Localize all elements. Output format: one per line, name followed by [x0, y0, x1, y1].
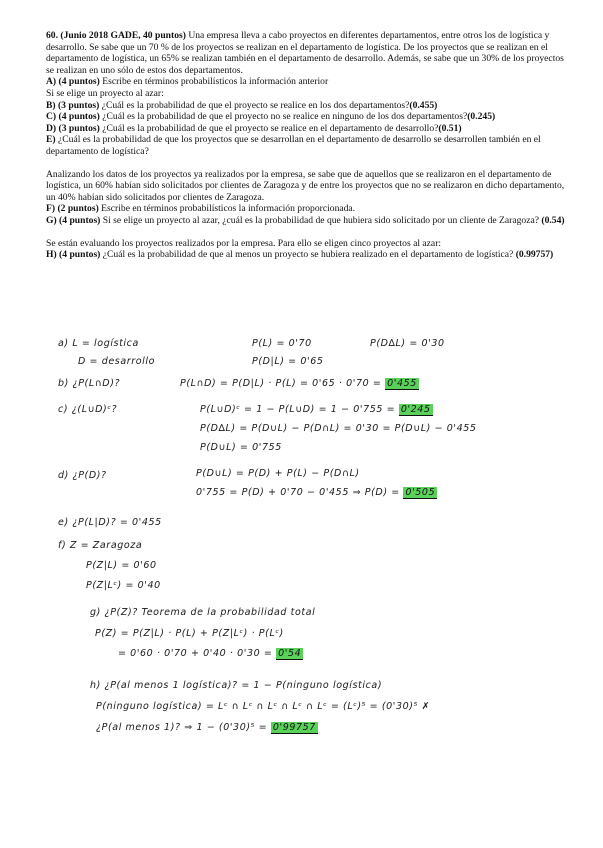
hw-c-work: P(L∪D)ᶜ = 1 − P(L∪D) = 1 − 0'755 = 0'245 [200, 404, 431, 415]
question-f: F) (2 puntos) Escribe en términos probabilísticos la información proporcionada. [46, 203, 356, 215]
hw-a-cond: P(D|L) = 0'65 [252, 356, 324, 367]
hw-b-question: b) ¿P(L∩D)? [58, 378, 121, 389]
problem-header: 60. (Junio 2018 GADE, 40 puntos) [46, 30, 186, 41]
hw-d-line1: P(D∪L) = P(D) + P(L) − P(D∩L) [196, 468, 360, 479]
hw-h-line2: P(ninguno logística) = Lᶜ ∩ Lᶜ ∩ Lᶜ ∩ Lᶜ ∩ Lᶜ = (Lᶜ)⁵ = (0'30)⁵ ✗ [96, 701, 431, 712]
hw-g-line2: P(Z) = P(Z|L) · P(L) + P(Z|Lᶜ) · P(Lᶜ) [95, 628, 284, 639]
intro-paragraph: 60. (Junio 2018 GADE, 40 puntos) Una empresa lleva a cabo proyectos en diferentes departamentos, entre otros los de logística y desarrollo. Se sabe que un 70 % de los proyectos se realizan en el departamento de logística. De los proyectos que se realizan en el departamento de logística, un 65% se realizan también en el departamento de desarrollo. Además, se sabe que un 30% de los proyectos se realizan en uno sólo de estos dos departamentos. [46, 30, 564, 76]
hw-g-answer: 0'54 [278, 648, 302, 659]
third-paragraph: Se están evaluando los proyectos realizados por la empresa. Para ello se eligen cinco proyectos al azar: [46, 237, 442, 249]
hw-c-line2: P(D∆L) = P(D∪L) − P(D∩L) = 0'30 = P(D∪L) − 0'455 [200, 423, 477, 434]
hw-b-work: P(L∩D) = P(D|L) · P(L) = 0'65 · 0'70 = 0'455 [180, 378, 417, 389]
question-c: C) (4 puntos) ¿Cuál es la probabilidad de que el proyecto no se realice en ninguno de los dos departamentos?(0.245) [46, 111, 496, 123]
hw-f-line3: P(Z|Lᶜ) = 0'40 [86, 580, 161, 591]
hw-b-answer: 0'455 [387, 378, 417, 389]
hw-d-answer: 0'505 [405, 487, 436, 498]
hw-f-line1: f) Z = Zaragoza [58, 540, 143, 551]
hw-a-pl: P(L) = 0'70 [252, 338, 312, 349]
hw-a-pdl: P(D∆L) = 0'30 [370, 338, 445, 349]
hw-d-line2: 0'755 = P(D) + 0'70 − 0'455 ⇒ P(D) = 0'505 [196, 487, 436, 498]
question-g: G) (4 puntos) Si se elige un proyecto al azar, ¿cuál es la probabilidad de que hubiera sido solicitado por un cliente de Zaragoza? (0.54) [46, 214, 565, 226]
problem-statement [46, 30, 570, 261]
intro-random: Si se elige un proyecto al azar: [46, 87, 164, 99]
question-a: A) (4 puntos) Escribe en términos probabilísticos la información anterior [46, 76, 329, 88]
second-paragraph: Analizando los datos de los proyectos ya realizados por la empresa, se sabe que de aquellos que se realizaron en el departamento de logística, un 60% habían sido solicitados por clientes de Zaragoza y de entre los proyectos que no se realizaron en dicho departamento, un 40% habían sido solicitados por clientes de Zaragoza. [46, 168, 565, 203]
hw-c-question: c) ¿(L∪D)ᶜ? [58, 404, 118, 415]
question-h: H) (4 puntos) ¿Cuál es la probabilidad de que al menos un proyecto se hubiera realizado en el departamento de logística? (0.99757) [46, 249, 554, 261]
question-b: B) (3 puntos) ¿Cuál es la probabilidad de que el proyecto se realice en los dos departamentos?(0.455) [46, 99, 438, 111]
hw-h-answer: 0'99757 [272, 722, 316, 733]
hw-a-line2: D = desarrollo [78, 356, 156, 367]
hw-g-line3: = 0'60 · 0'70 + 0'40 · 0'30 = 0'54 [118, 648, 302, 659]
hw-f-line2: P(Z|L) = 0'60 [86, 560, 157, 571]
hw-h-line3: ¿P(al menos 1)? ⇒ 1 − (0'30)⁵ = 0'99757 [96, 722, 316, 733]
hw-c-line3: P(D∪L) = 0'755 [200, 442, 282, 453]
question-d: D) (3 puntos) ¿Cuál es la probabilidad de que el proyecto se realice en el departamento de desarrollo?(0.51) [46, 122, 462, 134]
hw-a-line1: a) L = logística [58, 338, 139, 349]
hw-h-line1: h) ¿P(al menos 1 logística)? = 1 − P(ninguno logística) [90, 680, 383, 691]
hw-c-answer: 0'245 [400, 404, 431, 415]
hw-g-line1: g) ¿P(Z)? Teorema de la probabilidad total [90, 607, 316, 618]
hw-d-question: d) ¿P(D)? [58, 470, 107, 481]
question-e: E) ¿Cuál es la probabilidad de que los proyectos que se desarrollan en el departamento de desarrollo se desarrollen también en el departamento de logística? [46, 134, 541, 157]
hw-e-line: e) ¿P(L|D)? = 0'455 [58, 517, 162, 528]
